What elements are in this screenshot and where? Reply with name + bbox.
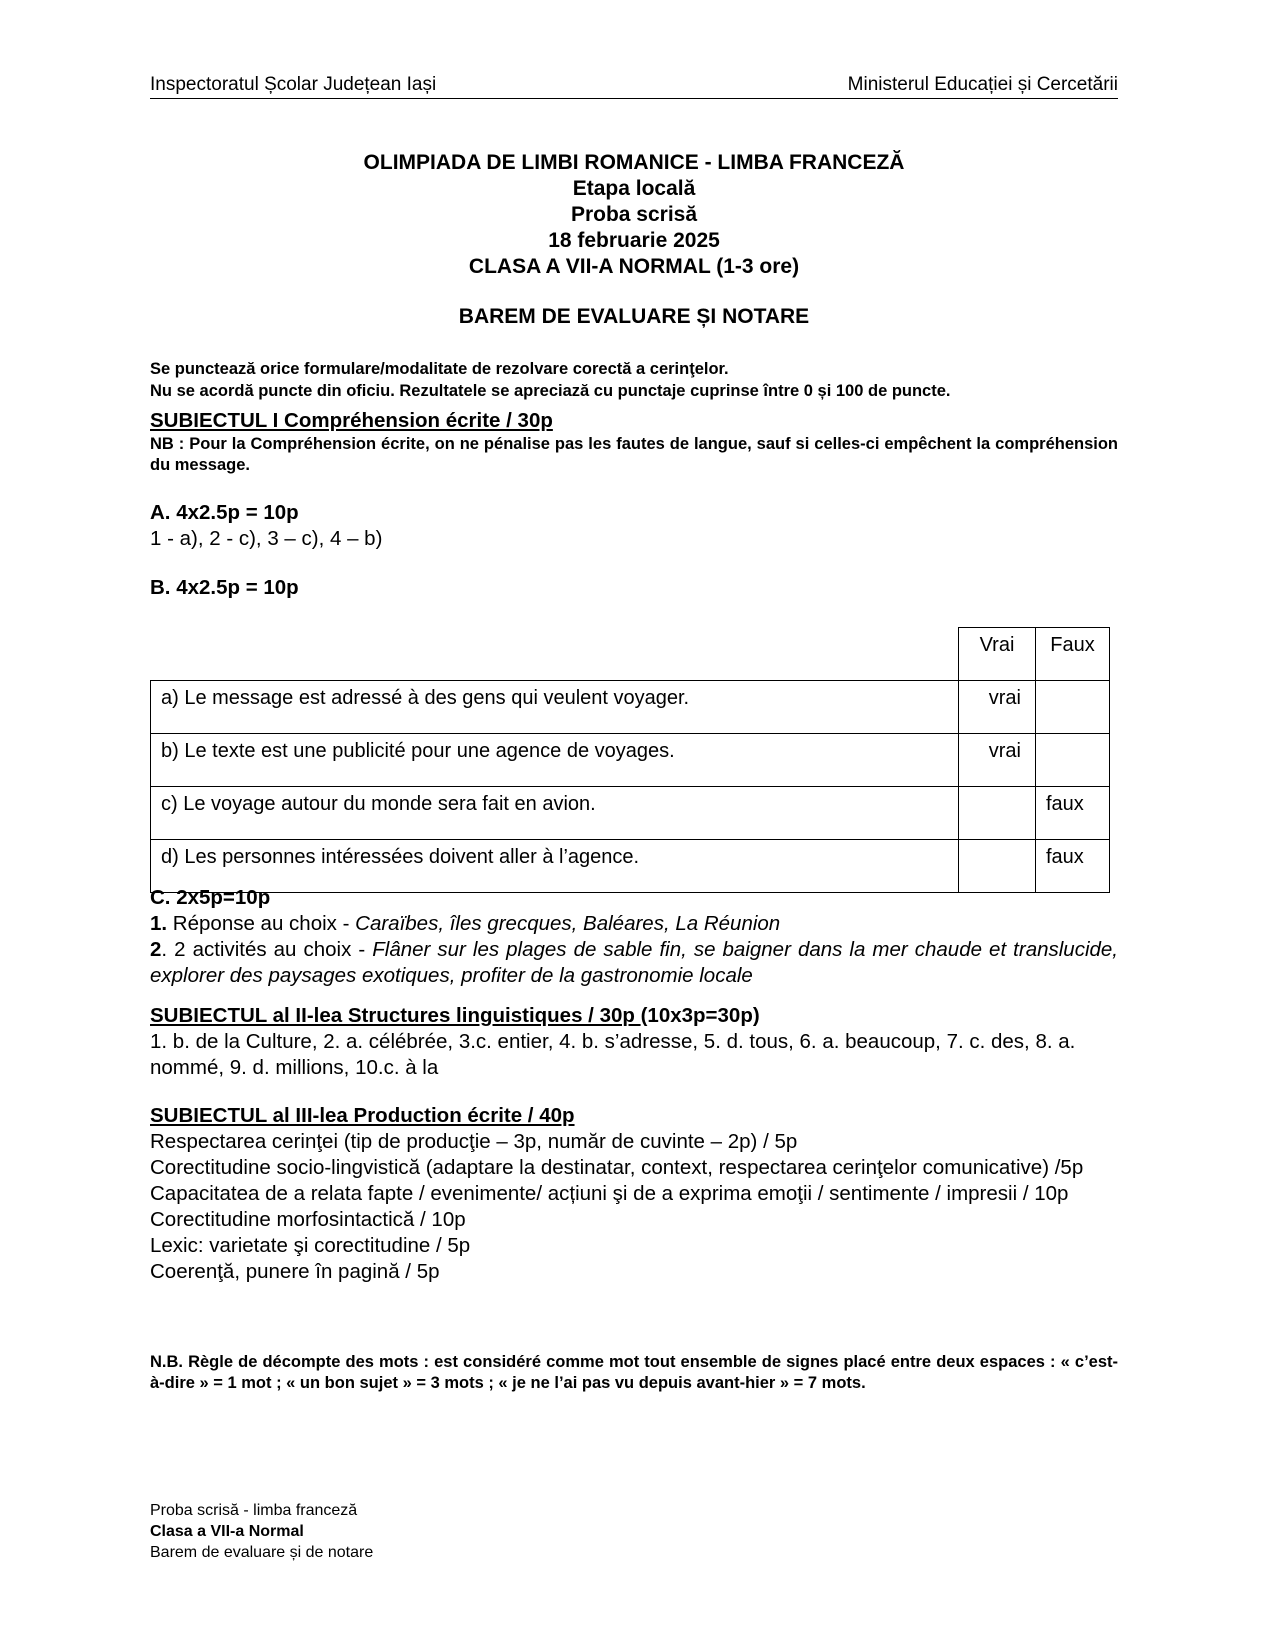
part-a-answers: 1 - a), 2 - c), 3 – c), 4 – b) (150, 527, 383, 550)
faux-cell: faux (1036, 840, 1110, 893)
vrai-cell: vrai (959, 681, 1036, 734)
barem-title: BAREM DE EVALUARE ȘI NOTARE (458, 305, 810, 328)
subject-2-score: (10x3p=30p) (640, 1004, 760, 1027)
vrai-cell: vrai (959, 734, 1036, 787)
exam-date: 18 februarie 2025 (548, 229, 720, 252)
footer-line-2: Clasa a VII-a Normal (150, 1523, 304, 1540)
footer-line-1: Proba scrisă - limba franceză (150, 1502, 358, 1519)
faux-cell: faux (1036, 787, 1110, 840)
criterion-item: Capacitatea de a relata fapte / evenimente/ acțiuni şi de a exprima emoţii / sentimente / impresii / 10p (150, 1182, 1069, 1205)
part-c-item-1: 1. Réponse au choix - Caraïbes, îles grecques, Baléares, La Réunion (150, 912, 781, 935)
intro-notes (150, 358, 1118, 402)
subject-1-header (150, 408, 1118, 476)
stage-title: Etapa locală (572, 177, 696, 200)
table-row (151, 681, 1110, 734)
criterion-item: Lexic: varietate şi corectitudine / 5p (150, 1234, 471, 1257)
criterion-item: Coerenţă, punere în pagină / 5p (150, 1260, 440, 1283)
part-b-title: B. 4x2.5p = 10p (150, 576, 299, 599)
part-a-title: A. 4x2.5p = 10p (150, 501, 299, 524)
subject-1-nb: NB : Pour la Compréhension écrite, on ne pénalise pas les fautes de langue, sauf si celles-ci empêchent la compréhension du message. (150, 435, 1118, 474)
statement-cell: d) Les personnes intéressées doivent aller à l’agence. (151, 840, 959, 893)
word-count-note: N.B. Règle de décompte des mots : est considéré comme mot tout ensemble de signes placé entre deux espaces : « c’est-à-dire » = 1 mot ; « un bon sujet » = 3 mots ; « je ne l’ai pas vu depuis avant-hier » = 7 mots. (150, 1353, 1118, 1392)
subject-2-answers: 1. b. de la Culture, 2. a. célébrée, 3.c. entier, 4. b. s’adresse, 5. d. tous, 6. a. beaucoup, 7. c. des, 8. a. nommé, 9. d. millions, 10.c. à la (150, 1030, 1076, 1079)
faux-cell (1036, 681, 1110, 734)
criterion-item: Respectarea cerinţei (tip de producţie – 3p, număr de cuvinte – 2p) / 5p (150, 1130, 798, 1153)
olympiad-title: OLIMPIADA DE LIMBI ROMANICE - LIMBA FRANCEZĂ (363, 151, 905, 174)
subject-1-b (150, 575, 1118, 601)
table-row (151, 787, 1110, 840)
footer-line-3: Barem de evaluare și de notare (150, 1544, 374, 1561)
subject-2-title: SUBIECTUL al II-lea Structures linguistiques / 30p (150, 1004, 641, 1027)
intro-line-2: Nu se acordă puncte din oficiu. Rezultatele se apreciază cu punctaje cuprinse între 0 și 100 de puncte. (150, 382, 951, 400)
part-c-answer-2: Flâner sur les plages de sable fin, se baigner dans la mer chaude et translucide, explorer des paysages exotiques, profiter de la gastronomie locale (150, 938, 1119, 987)
vrai-cell (959, 787, 1036, 840)
class-level: CLASA A VII-A NORMAL (1-3 ore) (468, 255, 800, 278)
header-right: Ministerul Educației și Cercetării (847, 74, 1118, 95)
page-footer (150, 1500, 373, 1563)
statement-cell: b) Le texte est une publicité pour une agence de voyages. (151, 734, 959, 787)
subject-3-title: SUBIECTUL al III-lea Production écrite / 40p (150, 1104, 575, 1127)
table-row (151, 734, 1110, 787)
test-type: Proba scrisă (570, 203, 698, 226)
subject-1-a (150, 500, 1118, 552)
page-header (150, 72, 1118, 99)
true-false-table (150, 627, 1110, 893)
statement-cell: a) Le message est adressé à des gens qui veulent voyager. (151, 681, 959, 734)
subject-3 (150, 1103, 1118, 1285)
subject-2 (150, 1003, 1118, 1081)
criterion-item: Corectitudine socio-lingvistică (adaptare la destinatar, context, respectarea cerinţelor comunicative) /5p (150, 1156, 1084, 1179)
part-c-answer-1: Caraïbes, îles grecques, Baléares, La Réunion (355, 912, 781, 935)
statement-cell: c) Le voyage autour du monde sera fait en avion. (151, 787, 959, 840)
table-header-row (151, 628, 1110, 681)
subject-1-c (150, 885, 1118, 989)
subject-1-title: SUBIECTUL I Compréhension écrite / 30p (150, 409, 553, 432)
title-block (150, 150, 1118, 330)
col-faux-header: Faux (1036, 628, 1110, 681)
col-vrai-header: Vrai (959, 628, 1036, 681)
criterion-item: Corectitudine morfosintactică / 10p (150, 1208, 466, 1231)
part-c-title: C. 2x5p=10p (150, 886, 271, 909)
faux-cell (1036, 734, 1110, 787)
subject-2-title-line (150, 1003, 1118, 1029)
intro-line-1: Se punctează orice formulare/modalitate de rezolvare corectă a cerinţelor. (150, 360, 729, 378)
part-c-item-2: 2. 2 activités au choix - Flâner sur les plages de sable fin, se baigner dans la mer chaude et translucide, explorer des paysages exotiques, profiter de la gastronomie locale (150, 938, 1119, 987)
header-left: Inspectoratul Școlar Județean Iași (150, 74, 437, 95)
